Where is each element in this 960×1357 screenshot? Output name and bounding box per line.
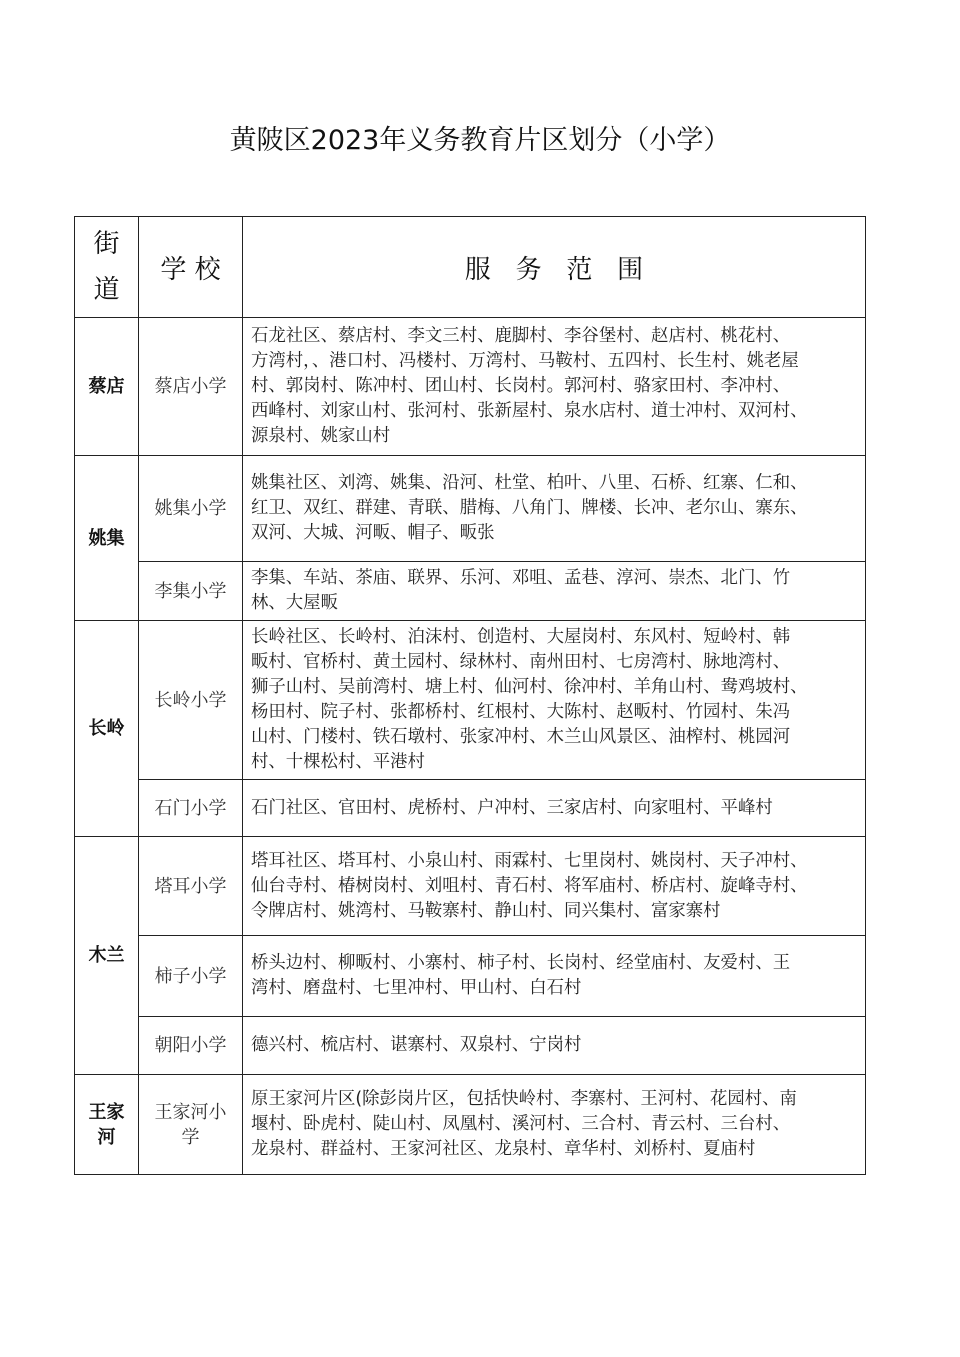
- page-title: 黄陂区2023年义务教育片区划分（小学）: [229, 125, 731, 156]
- service-range-cell: 石龙社区、蔡店村、李文三村、鹿脚村、李谷堡村、赵店村、桃花村、 方湾村，、港口村、冯楼村、万湾村、马鞍村、五四村、长生村、姚老屋 村、郭岗村、陈冲村、团山村、长岗村。郭河村、骆家田村、李冲村、 西峰村、刘家山村、张河村、张新屋村、泉水店村、道士冲村、双河村、 源泉村、姚家山村: [243, 318, 866, 456]
- table-row: [75, 837, 866, 936]
- header-range: 服 务 范 围: [243, 217, 866, 318]
- table-row: [75, 936, 866, 1017]
- service-range-cell: 李集、车站、茶庙、联界、乐河、邓咀、孟巷、淳河、崇杰、北门、竹 林、大屋畈: [243, 562, 866, 621]
- service-range-cell: 姚集社区、刘湾、姚集、沿河、杜堂、柏叶、八里、石桥、红寨、仁和、 红卫、双红、群建、青联、腊梅、八角门、牌楼、长冲、老尔山、寨东、 双河、大城、河畈、帽子、畈张: [243, 456, 866, 562]
- header-street-line2: 道: [93, 275, 120, 305]
- service-range-cell: 长岭社区、长岭村、泊沫村、创造村、大屋岗村、东风村、短岭村、韩 畈村、官桥村、黄土园村、绿林村、南州田村、七房湾村、脉地湾村、 狮子山村、吴前湾村、塘上村、仙河村、徐冲村、羊角山村、鸯鸡坡村、 杨田村、院子村、张都桥村、红根村、大陈村、赵畈村、竹园村、朱冯 山村、门楼村、铁石墩村、张家冲村、木兰山风景区、油榨村、桃园河 村、十棵松村、平港村: [243, 621, 866, 780]
- service-range-cell: 石门社区、官田村、虎桥村、户冲村、三家店村、向家咀村、平峰村: [243, 780, 866, 837]
- street-cell: 王家 河: [75, 1075, 139, 1175]
- school-cell: 李集小学: [139, 562, 243, 621]
- header-school: 学 校: [139, 217, 243, 318]
- school-cell: 姚集小学: [139, 456, 243, 562]
- table-row: [75, 318, 866, 456]
- table-row: [75, 456, 866, 562]
- school-cell: 石门小学: [139, 780, 243, 837]
- service-range-cell: 桥头边村、柳畈村、小寨村、柿子村、长岗村、经堂庙村、友爱村、王 湾村、磨盘村、七里冲村、甲山村、白石村: [243, 936, 866, 1017]
- district-table: [74, 216, 866, 1175]
- table-row: [75, 780, 866, 837]
- school-cell: 王家河小 学: [139, 1075, 243, 1175]
- header-street-line1: 街: [93, 229, 120, 259]
- school-cell: 塔耳小学: [139, 837, 243, 936]
- street-cell: 长岭: [75, 621, 139, 837]
- header-street: [75, 217, 139, 318]
- table-row: [75, 1075, 866, 1175]
- service-range-cell: 原王家河片区(除彭岗片区，包括快岭村、李寨村、王河村、花园村、南 堰村、卧虎村、陡山村、凤凰村、溪河村、三合村、青云村、三台村、 龙泉村、群益村、王家河社区、龙泉村、章华村、刘桥村、夏庙村: [243, 1075, 866, 1175]
- street-cell: 蔡店: [75, 318, 139, 456]
- service-range-cell: 德兴村、梳店村、谌寨村、双泉村、宁岗村: [243, 1017, 866, 1075]
- street-cell: 姚集: [75, 456, 139, 621]
- school-cell: 朝阳小学: [139, 1017, 243, 1075]
- school-cell: 蔡店小学: [139, 318, 243, 456]
- table-row: [75, 1017, 866, 1075]
- table-row: [75, 562, 866, 621]
- street-cell: 木兰: [75, 837, 139, 1075]
- header-row: [75, 217, 866, 318]
- school-cell: 柿子小学: [139, 936, 243, 1017]
- service-range-cell: 塔耳社区、塔耳村、小泉山村、雨霖村、七里岗村、姚岗村、天子冲村、 仙台寺村、椿树岗村、刘咀村、青石村、将军庙村、桥店村、旋峰寺村、 令牌店村、姚湾村、马鞍寨村、静山村、同兴集村、富家寨村: [243, 837, 866, 936]
- school-cell: 长岭小学: [139, 621, 243, 780]
- table-row: [75, 621, 866, 780]
